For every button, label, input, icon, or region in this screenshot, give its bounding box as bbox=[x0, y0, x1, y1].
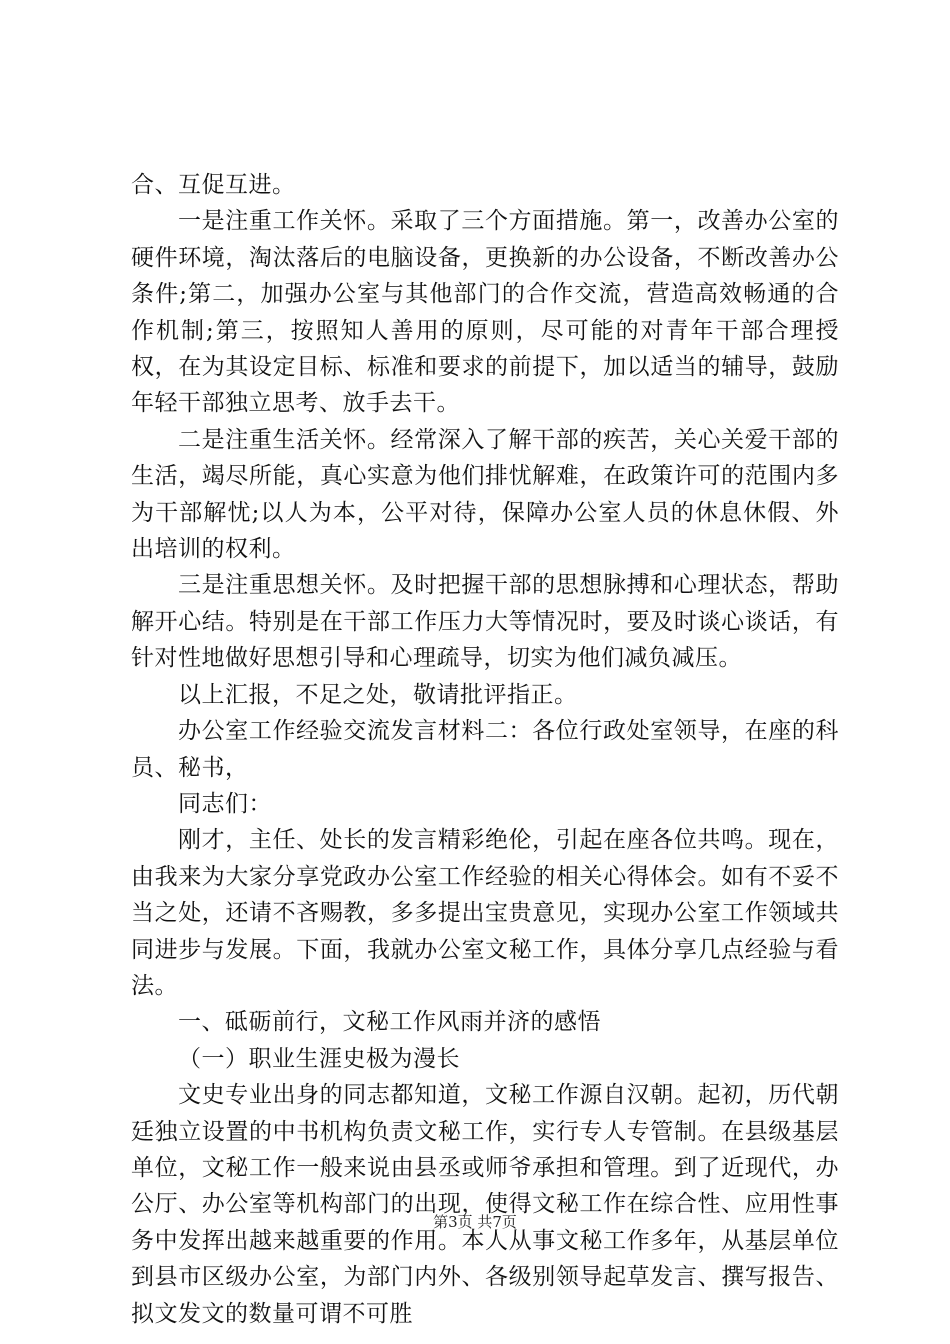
paragraph-work-care: 一是注重工作关怀。采取了三个方面措施。第一，改善办公室的硬件环境，淘汰落后的电脑设备，更换新的办公设备，不断改善办公条件;第二，加强办公室与其他部门的合作交流，营造高效畅通的合作机制;第三，按照知人善用的原则，尽可能的对青年干部合理授权，在为其设定目标、标准和要求的前提下，加以适当的辅导，鼓励年轻干部独立思考、放手去干。 bbox=[131, 208, 839, 417]
paragraph-thought-care: 三是注重思想关怀。及时把握干部的思想脉搏和心理状态，帮助解开心结。特别是在干部工作压力大等情况时，要及时谈心谈话，有针对性地做好思想引导和心理疏导，切实为他们减负减压。 bbox=[131, 572, 839, 672]
paragraph-closing-remark: 以上汇报，不足之处，敬请批评指正。 bbox=[178, 681, 578, 708]
paragraph-material-two-intro: 办公室工作经验交流发言材料二：各位行政处室领导，在座的科员、秘书， bbox=[131, 718, 839, 781]
paragraph-life-care: 二是注重生活关怀。经常深入了解干部的疾苦，关心关爱干部的生活，竭尽所能，真心实意为他们排忧解难，在政策许可的范围内多为干部解忧;以人为本，公平对待，保障办公室人员的休息休假、外出培训的权利。 bbox=[131, 426, 839, 563]
paragraph-history: 文史专业出身的同志都知道，文秘工作源自汉朝。起初，历代朝廷独立设置的中书机构负责文秘工作，实行专人专管制。在县级基层单位，文秘工作一般来说由县丞或师爷承担和管理。到了近现代，办公厅、办公室等机构部门的出现，使得文秘工作在综合性、应用性事务中发挥出越来越重要的作用。本人从事文秘工作多年，从基层单位到县市区级办公室，为部门内外、各级别领导起草发言、撰写报告、拟文发文的数量可谓不可胜 bbox=[131, 1082, 839, 1327]
paragraph-salutation: 同志们： bbox=[178, 790, 272, 817]
page-number-footer: 第3页 共7页 bbox=[433, 1213, 517, 1231]
section-heading-1: 一、砥砺前行，文秘工作风雨并济的感悟 bbox=[178, 1009, 601, 1036]
document-body bbox=[131, 167, 839, 1332]
paragraph-opening: 刚才，主任、处长的发言精彩绝伦，引起在座各位共鸣。现在，由我来为大家分享党政办公室工作经验的相关心得体会。如有不妥不当之处，还请不吝赐教，多多提出宝贵意见，实现办公室工作领域共同进步与发展。下面，我就办公室文秘工作，具体分享几点经验与看法。 bbox=[131, 827, 839, 999]
paragraph-continuation: 合、互促互进。 bbox=[131, 172, 296, 198]
subsection-heading-1: （一）职业生涯史极为漫长 bbox=[178, 1045, 460, 1072]
